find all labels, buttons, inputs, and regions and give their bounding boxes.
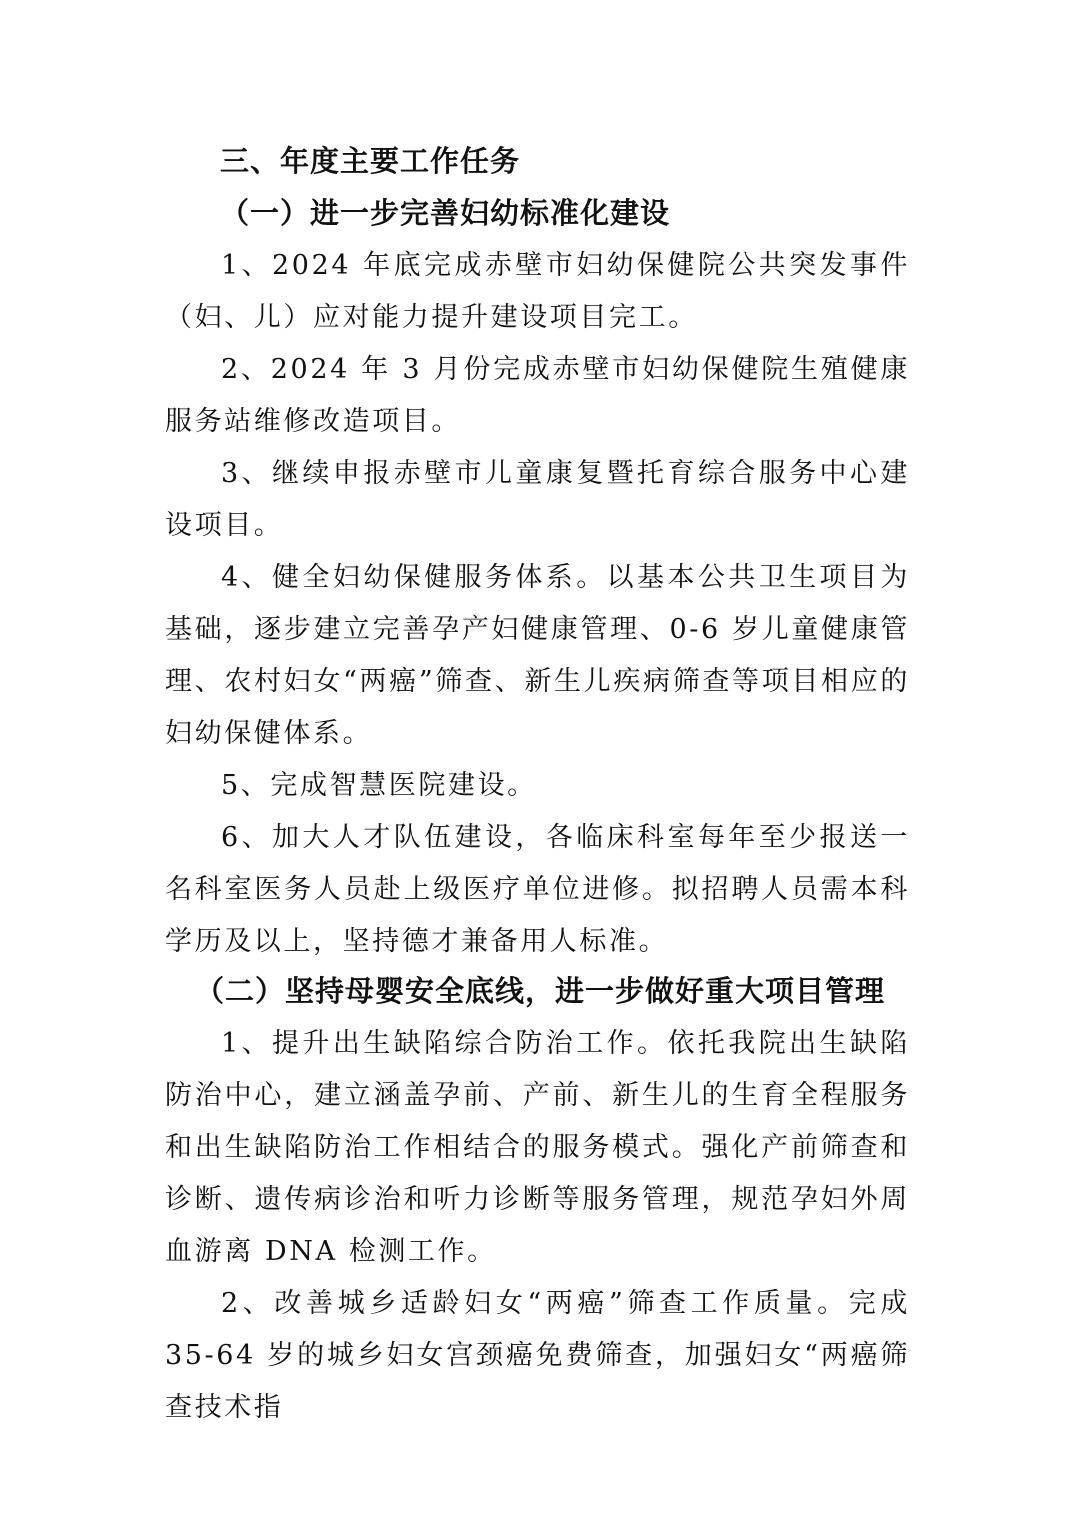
paragraph-2-2: 2、改善城乡适龄妇女“两癌”筛查工作质量。完成 35-64 岁的城乡妇女宫颈癌免费筛查，加强妇女“两癌筛查技术指 [165,1288,910,1423]
paragraph-1-2: 2、2024 年 3 月份完成赤壁市妇幼保健院生殖健康服务站维修改造项目。 [165,354,910,437]
section-heading: 三、年度主要工作任务 [220,144,521,178]
paragraph-2-1: 1、提升出生缺陷综合防治工作。依托我院出生缺陷防治中心，建立涵盖孕前、产前、新生儿的生育全程服务和出生缺陷防治工作相结合的服务模式。强化产前筛查和诊断、遗传病诊治和听力诊断等服务管理，规范孕妇外周血游离 DNA 检测工作。 [165,1028,910,1267]
paragraph-1-1: 1、2024 年底完成赤壁市妇幼保健院公共突发事件（妇、儿）应对能力提升建设项目完工。 [165,250,910,333]
paragraph-1-6: 6、加大人才队伍建设，各临床科室每年至少报送一名科室医务人员赴上级医疗单位进修。拟招聘人员需本科学历及以上，坚持德才兼备用人标准。 [165,822,910,957]
paragraph-1-5: 5、完成智慧医院建设。 [221,770,537,801]
document-body [165,140,910,1434]
paragraph-1-4: 4、健全妇幼保健服务体系。以基本公共卫生项目为基础，逐步建立完善孕产妇健康管理、0-6 岁儿童健康管理、农村妇女“两癌”筛查、新生儿疾病筛查等项目相应的妇幼保健体系。 [165,562,910,749]
paragraph-1-3: 3、继续申报赤壁市儿童康复暨托育综合服务中心建设项目。 [165,458,910,541]
subsection-heading-1: （一）进一步完善妇幼标准化建设 [220,196,671,230]
subsection-heading-2: （二）坚持母婴安全底线，进一步做好重大项目管理 [195,974,886,1008]
